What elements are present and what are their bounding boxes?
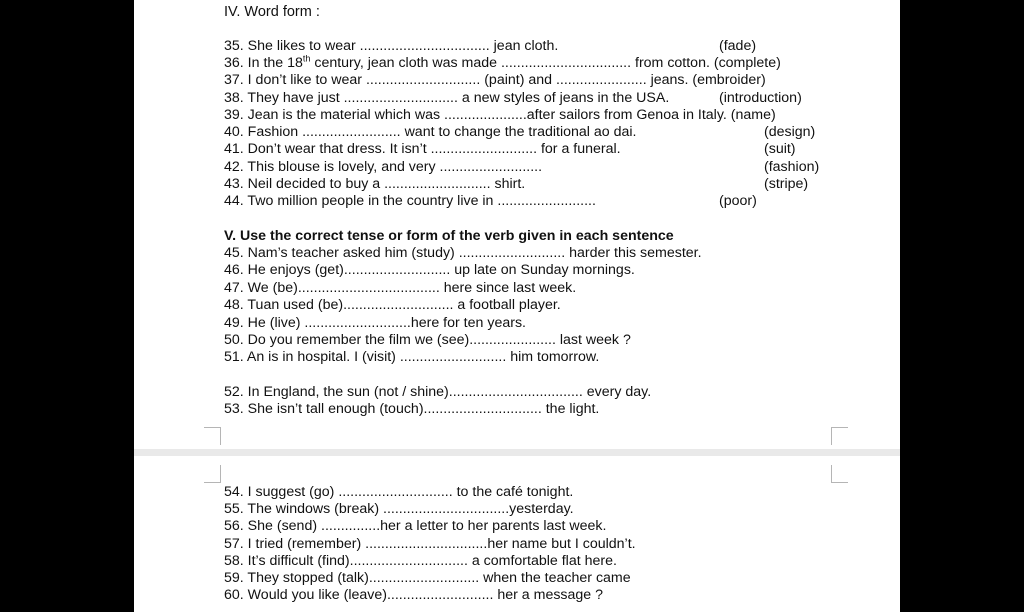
question-51: 51. An is in hospital. I (visit) ........................... him tomorrow. — [224, 349, 600, 365]
question-44: 44. Two million people in the country live in ......................... — [224, 193, 596, 209]
question-44-hint: (poor) — [719, 193, 757, 209]
question-57: 57. I tried (remember) ...............................her name but I couldn’t. — [224, 536, 636, 552]
question-43-hint: (stripe) — [764, 176, 809, 192]
question-45: 45. Nam’s teacher asked him (study) ........................... harder this semester. — [224, 245, 702, 261]
question-58: 58. It’s difficult (find).............................. a comfortable flat here. — [224, 553, 617, 569]
document-page — [134, 0, 900, 612]
question-49: 49. He (live) ...........................here for ten years. — [224, 315, 526, 331]
question-38: 38. They have just ............................. a new styles of jeans in the USA. — [224, 90, 670, 106]
question-38-hint: (introduction) — [719, 90, 802, 106]
question-42-hint: (fashion) — [764, 159, 820, 175]
section-5-title: V. Use the correct tense or form of the verb given in each sentence — [224, 228, 674, 244]
corner-mark-bottom-left — [204, 427, 221, 445]
question-46: 46. He enjoys (get)........................... up late on Sunday mornings. — [224, 262, 635, 278]
question-60: 60. Would you like (leave)........................... her a message ? — [224, 587, 604, 603]
question-41-hint: (suit) — [764, 141, 796, 157]
question-48: 48. Tuan used (be)............................ a football player. — [224, 297, 561, 313]
question-59: 59. They stopped (talk)............................ when the teacher came — [224, 570, 631, 586]
question-50: 50. Do you remember the film we (see)...................... last week ? — [224, 332, 631, 348]
question-56: 56. She (send) ...............her a letter to her parents last week. — [224, 518, 607, 534]
question-43: 43. Neil decided to buy a ........................... shirt. — [224, 176, 526, 192]
question-40-hint: (design) — [764, 124, 816, 140]
question-40: 40. Fashion ......................... want to change the traditional ao dai. — [224, 124, 637, 140]
question-36 — [224, 55, 781, 72]
corner-mark-bottom-right — [831, 427, 848, 445]
question-53: 53. She isn’t tall enough (touch).............................. the light. — [224, 401, 600, 417]
question-54: 54. I suggest (go) ............................. to the café tonight. — [224, 484, 574, 500]
question-36-end: century, jean cloth was made ................................. from cotton. (complete) — [310, 55, 781, 71]
question-47: 47. We (be).................................... here since last week. — [224, 280, 577, 296]
question-36-superscript: th — [302, 53, 311, 64]
corner-mark-top-left — [204, 465, 221, 483]
question-37: 37. I don’t like to wear ............................. (paint) and ....................... jeans. (embroider) — [224, 72, 766, 88]
question-39: 39. Jean is the material which was .....................after sailors from Genoa in Italy. (name) — [224, 107, 776, 123]
question-55: 55. The windows (break) ................................yesterday. — [224, 501, 574, 517]
question-42: 42. This blouse is lovely, and very .......................... — [224, 159, 543, 175]
section-4-title: IV. Word form : — [224, 4, 320, 20]
question-41: 41. Don’t wear that dress. It isn’t ........................... for a funeral. — [224, 141, 621, 157]
question-36-start: 36. In the 18 — [224, 55, 303, 71]
question-35: 35. She likes to wear ................................. jean cloth. — [224, 38, 559, 54]
page-break — [134, 449, 900, 456]
question-52: 52. In England, the sun (not / shine).................................. every day. — [224, 384, 652, 400]
question-35-hint: (fade) — [719, 38, 757, 54]
corner-mark-top-right — [831, 465, 848, 483]
